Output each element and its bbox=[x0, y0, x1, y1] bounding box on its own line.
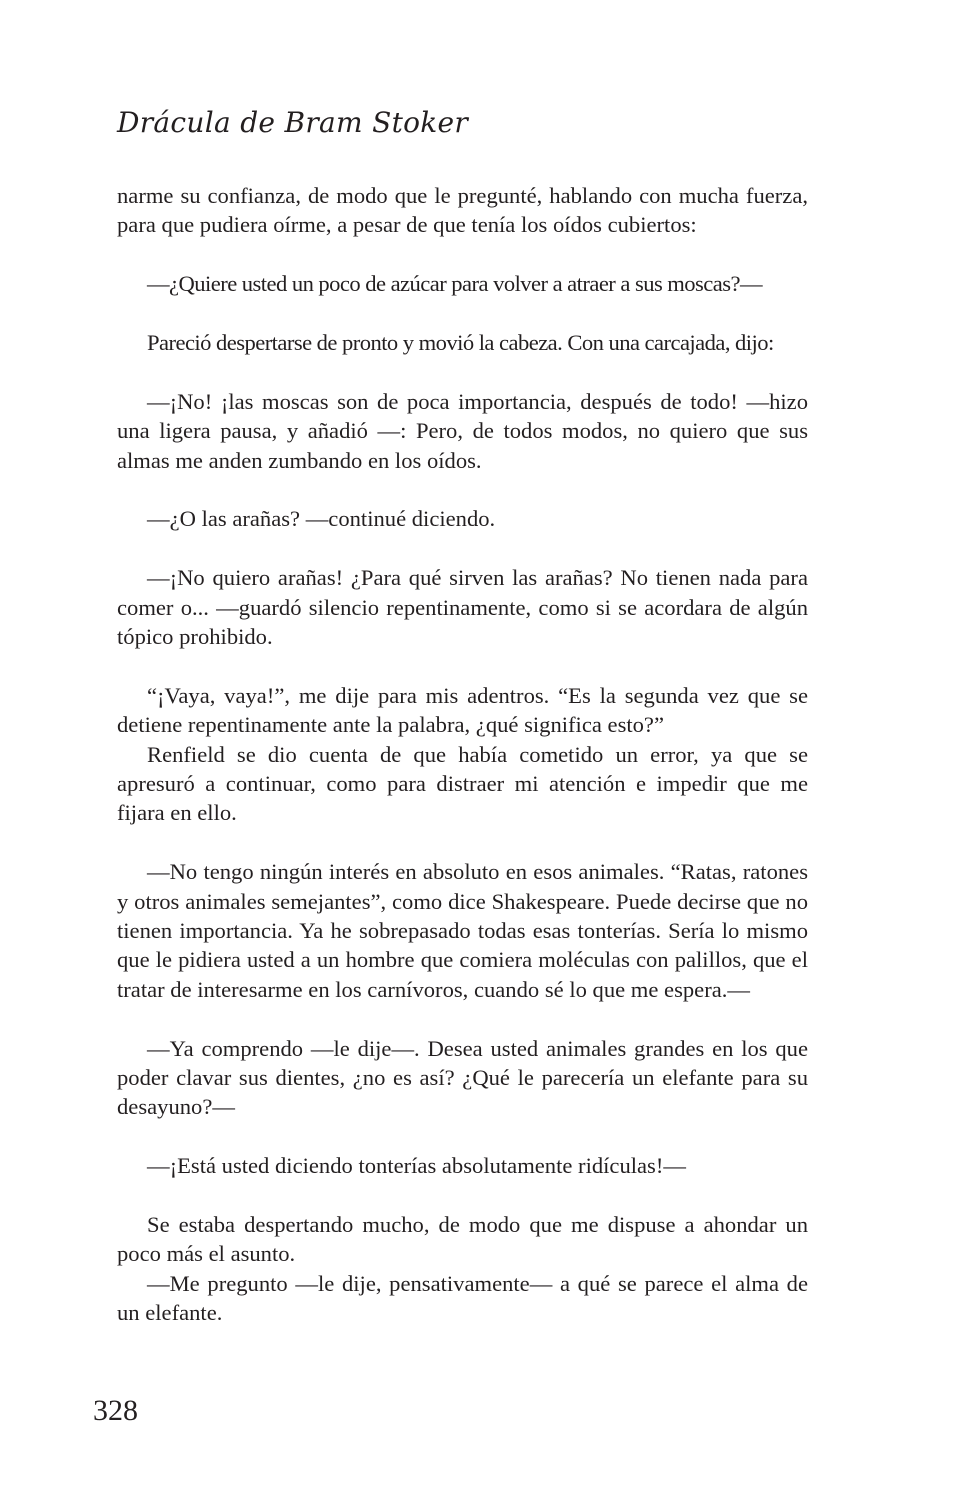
paragraph: —¿Quiere usted un poco de azúcar para volver a atraer a sus moscas?— bbox=[147, 271, 763, 297]
paragraph: —¡No! ¡las moscas son de poca importancia, después de todo! —hizo una ligera pausa, y añadió —: Pero, de todos modos, no quiero que sus almas me anden zumbando en los oídos. bbox=[117, 388, 808, 473]
paragraph: —¿O las arañas? —continué diciendo. bbox=[147, 506, 496, 532]
paragraph: —¡No quiero arañas! ¿Para qué sirven las arañas? No tienen nada para comer o... —guardó silencio repentinamente, como si se acordara de algún tópico prohibido. bbox=[117, 565, 808, 650]
paragraph: —¡Está usted diciendo tonterías absolutamente ridículas!— bbox=[147, 1153, 686, 1179]
paragraph: Pareció despertarse de pronto y movió la cabeza. Con una carcajada, dijo: bbox=[147, 330, 774, 355]
paragraph: —No tengo ningún interés en absoluto en esos animales. “Ratas, ratones y otros animales semejantes”, como dice Shakespeare. Puede decirse que no tienen importancia. Ya he sobrepasado todas esas tonterías. Sería lo mismo que le pidiera usted a un hombre que comiera moléculas con palillos, que el tratar de interesarme en los carnívoros, cuando sé lo que me espera.— bbox=[117, 859, 808, 1002]
paragraph: —Me pregunto —le dije, pensativamente— a qué se parece el alma de un elefante. bbox=[117, 1270, 808, 1326]
paragraph: —Ya comprendo —le dije—. Desea usted animales grandes en los que poder clavar sus dientes, ¿no es así? ¿Qué le parecería un elefante para su desayuno?— bbox=[117, 1035, 808, 1120]
page-number: 328 bbox=[93, 1394, 138, 1427]
body-text bbox=[117, 181, 808, 1328]
paragraph: “¡Vaya, vaya!”, me dije para mis adentros. “Es la segunda vez que se detiene repentinamente ante la palabra, ¿qué significa esto?” bbox=[117, 682, 808, 738]
running-header: Drácula de Bram Stoker bbox=[117, 106, 469, 139]
paragraph: Se estaba despertando mucho, de modo que me dispuse a ahondar un poco más el asunto. bbox=[117, 1212, 808, 1267]
paragraph: narme su confianza, de modo que le pregunté, hablando con mucha fuerza, para que pudiera oírme, a pesar de que tenía los oídos cubiertos: bbox=[117, 183, 808, 238]
paragraph: Renfield se dio cuenta de que había cometido un error, ya que se apresuró a continuar, como para distraer mi atención e impedir que me fijara en ello. bbox=[117, 741, 808, 826]
